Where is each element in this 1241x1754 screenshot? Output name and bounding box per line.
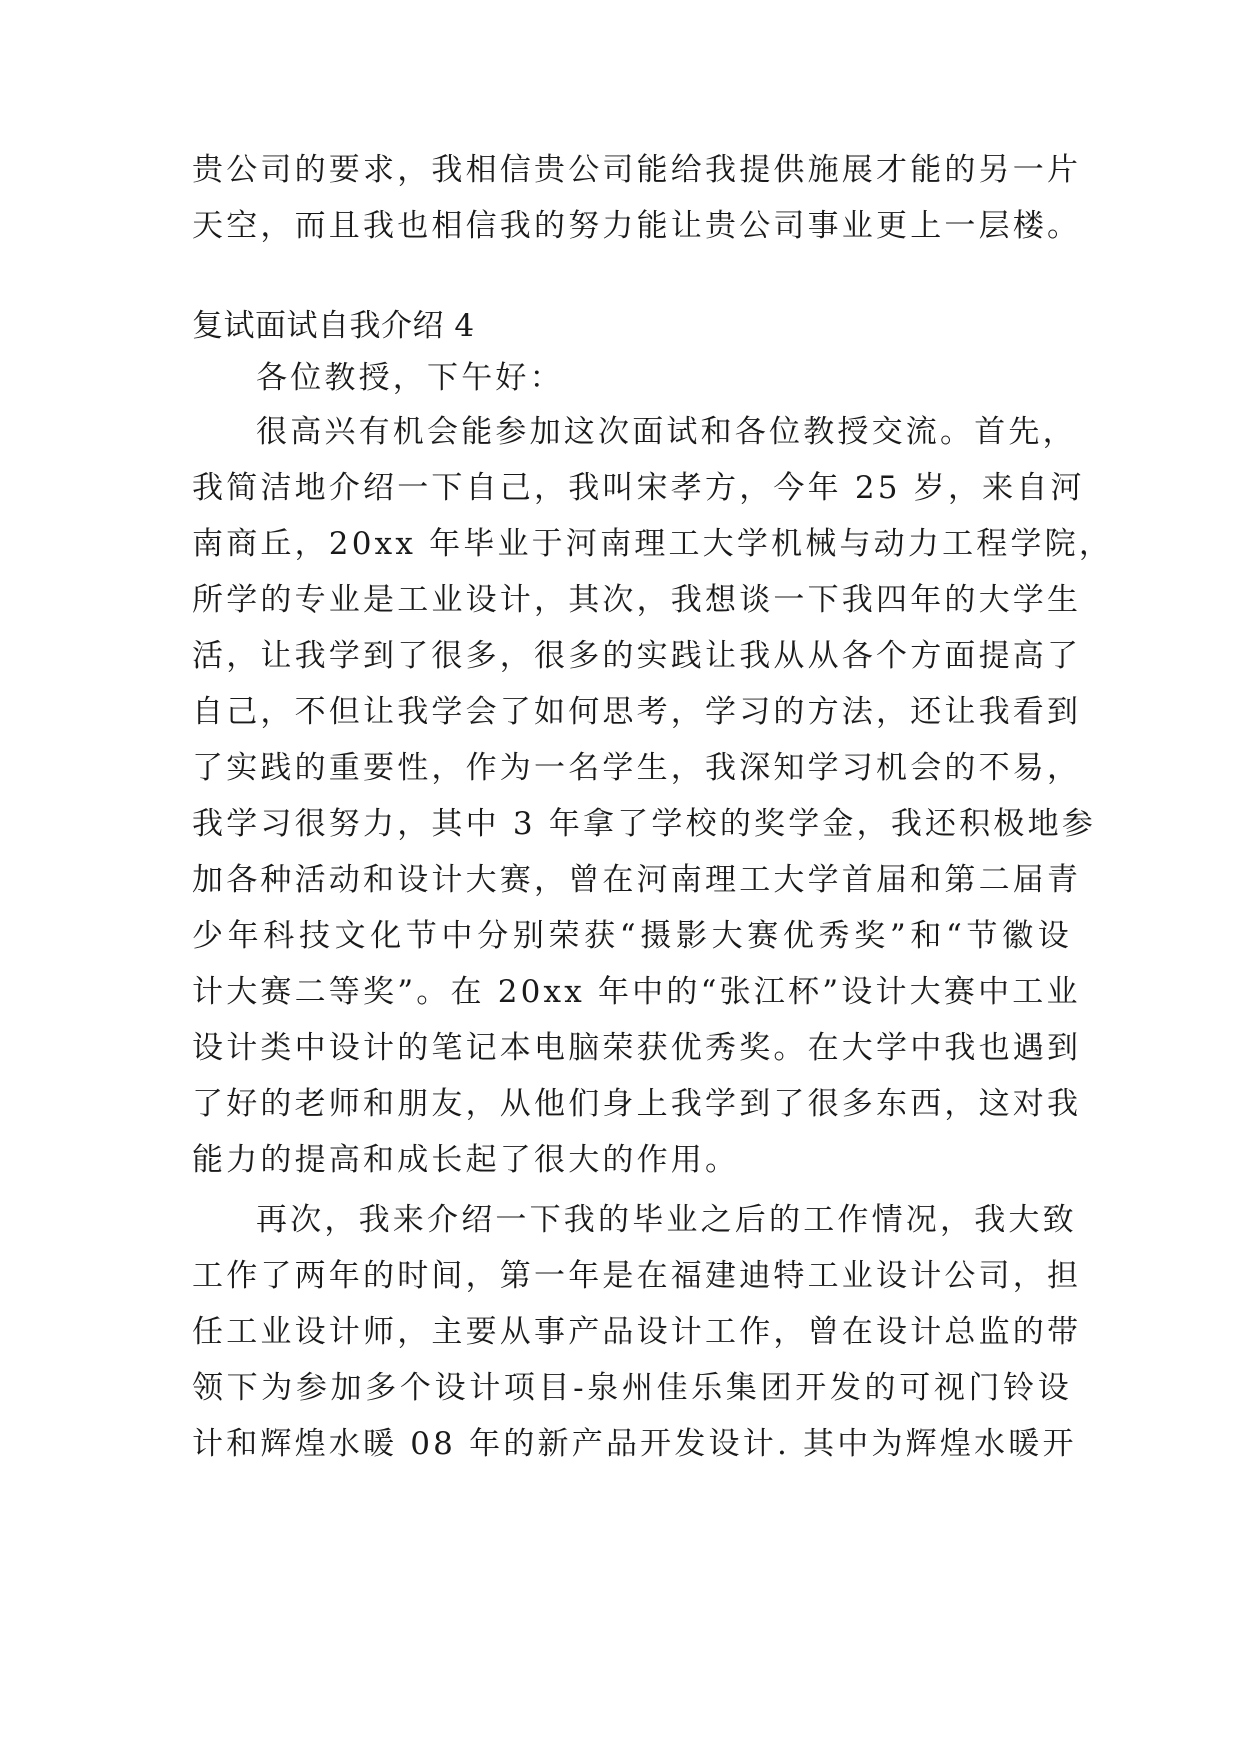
paragraph-1-line-2: 我简洁地介绍一下自己，我叫宋孝方，今年 25 岁，来自河 [192,470,1085,506]
intro-line-2: 天空，而且我也相信我的努力能让贵公司事业更上一层楼。 [192,208,1082,244]
intro-line-1: 贵公司的要求，我相信贵公司能给我提供施展才能的另一片 [192,152,1082,188]
greeting: 各位教授，下午好： [256,360,564,396]
paragraph-1-line-5: 活，让我学到了很多，很多的实践让我从从各个方面提高了 [192,638,1082,674]
paragraph-2-line-1: 再次，我来介绍一下我的毕业之后的工作情况，我大致 [256,1202,1077,1238]
paragraph-2-line-4: 领下为参加多个设计项目-泉州佳乐集团开发的可视门铃设 [192,1370,1072,1406]
paragraph-1-line-13: 了好的老师和朋友，从他们身上我学到了很多东西，这对我 [192,1086,1082,1122]
paragraph-1-line-8: 我学习很努力，其中 3 年拿了学校的奖学金，我还积极地参 [192,806,1097,842]
section-title: 复试面试自我介绍 4 [192,308,475,344]
paragraph-1-line-7: 了实践的重要性，作为一名学生，我深知学习机会的不易， [192,750,1082,786]
paragraph-1-line-9: 加各种活动和设计大赛，曾在河南理工大学首届和第二届青 [192,862,1082,898]
paragraph-1-line-11: 计大赛二等奖”。在 20xx 年中的“张江杯”设计大赛中工业 [192,974,1081,1010]
paragraph-2-line-2: 工作了两年的时间，第一年是在福建迪特工业设计公司，担 [192,1258,1082,1294]
paragraph-1-line-12: 设计类中设计的笔记本电脑荣获优秀奖。在大学中我也遇到 [192,1030,1082,1066]
paragraph-1-line-1: 很高兴有机会能参加这次面试和各位教授交流。首先， [256,414,1077,450]
paragraph-1-line-10: 少年科技文化节中分别荣获“摄影大赛优秀奖”和“节徽设 [192,918,1072,954]
paragraph-1-line-4: 所学的专业是工业设计，其次，我想谈一下我四年的大学生 [192,582,1082,618]
paragraph-2-line-3: 任工业设计师，主要从事产品设计工作，曾在设计总监的带 [192,1314,1082,1350]
paragraph-1-line-3: 南商丘，20xx 年毕业于河南理工大学机械与动力工程学院， [192,526,1114,562]
paragraph-1-line-6: 自己，不但让我学会了如何思考，学习的方法，还让我看到 [192,694,1082,730]
paragraph-1-line-14: 能力的提高和成长起了很大的作用。 [192,1142,740,1178]
paragraph-2-line-5: 计和辉煌水暖 08 年的新产品开发设计. 其中为辉煌水暖开 [192,1426,1077,1462]
